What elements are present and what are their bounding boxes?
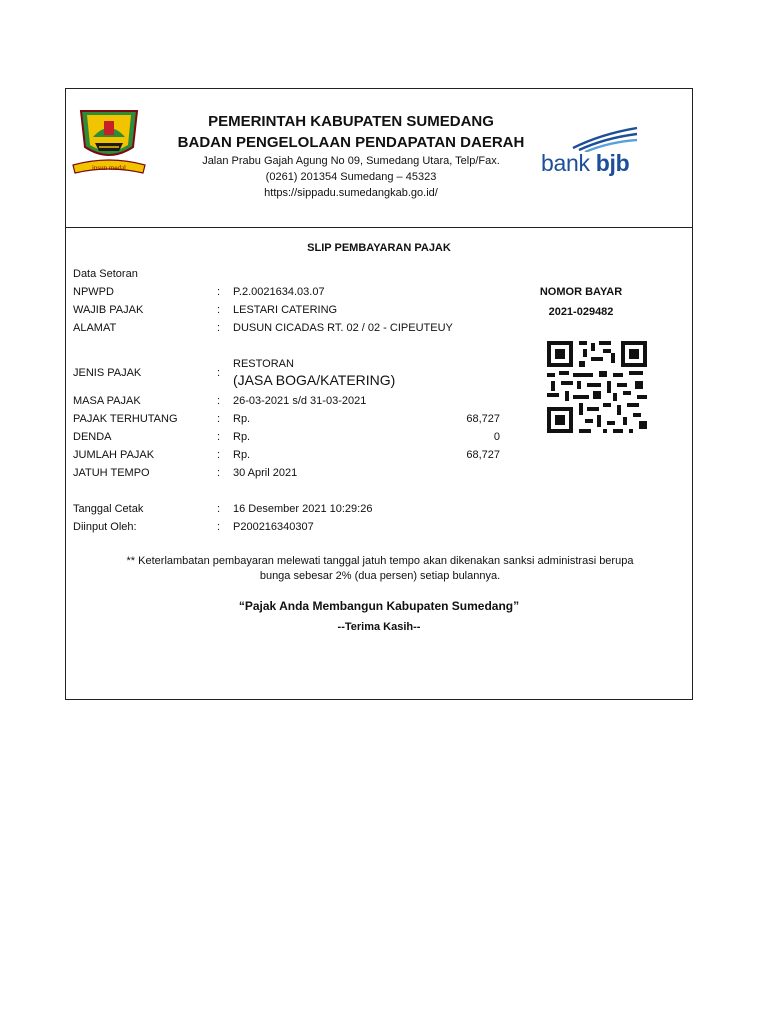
- agency-address-line-2: (0261) 201354 Sumedang – 45323: [265, 171, 437, 183]
- section-label: Data Setoran: [73, 268, 138, 280]
- wajib-pajak-value: LESTARI CATERING: [233, 304, 338, 316]
- pajak-terhutang-amount: 68,727: [466, 413, 500, 425]
- slip-header: [66, 89, 692, 228]
- colon: :: [217, 431, 221, 443]
- late-payment-note-line-1: ** Keterlambatan pembayaran melewati tanggal jatuh tempo akan dikenakan sanksi administrasi berupa: [126, 555, 634, 567]
- tanggal-cetak-value: 16 Desember 2021 10:29:26: [233, 503, 373, 515]
- currency-label: Rp.: [233, 431, 251, 443]
- government-name: PEMERINTAH KABUPATEN SUMEDANG: [208, 113, 494, 130]
- colon: :: [217, 503, 221, 515]
- npwpd-value: P.2.0021634.03.07: [233, 286, 325, 298]
- nomor-bayar-label: NOMOR BAYAR: [539, 286, 623, 298]
- agency-address-line-1: Jalan Prabu Gajah Agung No 09, Sumedang Utara, Telp/Fax.: [202, 155, 500, 167]
- currency-label: Rp.: [233, 413, 251, 425]
- thank-you-text: --Terima Kasih--: [337, 621, 421, 633]
- alamat-label: ALAMAT: [73, 322, 117, 334]
- denda-label: DENDA: [73, 431, 112, 443]
- colon: :: [217, 413, 221, 425]
- bjb-word: bjb: [595, 150, 630, 176]
- slogan: “Pajak Anda Membangun Kabupaten Sumedang”: [238, 599, 520, 613]
- jumlah-pajak-label: JUMLAH PAJAK: [73, 449, 155, 461]
- sumedang-regency-crest-icon: [71, 107, 147, 177]
- late-payment-note: [76, 554, 684, 584]
- pajak-terhutang-label: PAJAK TERHUTANG: [73, 413, 178, 425]
- header-text: [161, 111, 541, 201]
- colon: :: [217, 521, 221, 533]
- bank-bjb-wordmark: [541, 150, 629, 177]
- qr-code-icon: [547, 341, 647, 436]
- masa-pajak-label: MASA PAJAK: [73, 395, 141, 407]
- colon: :: [217, 449, 221, 461]
- tanggal-cetak-label: Tanggal Cetak: [73, 503, 144, 515]
- bank-bjb-logo: [541, 126, 651, 178]
- jenis-pajak-label: JENIS PAJAK: [73, 367, 142, 379]
- wajib-pajak-label: WAJIB PAJAK: [73, 304, 144, 316]
- colon: :: [217, 286, 221, 298]
- late-payment-note-line-2: bunga sebesar 2% (dua persen) setiap bulannya.: [259, 570, 501, 582]
- colon: :: [217, 367, 221, 379]
- colon: :: [217, 467, 221, 479]
- jatuh-tempo-label: JATUH TEMPO: [73, 467, 150, 479]
- tax-payment-slip: [65, 88, 693, 700]
- logo-motto: insun medal: [91, 164, 127, 172]
- jatuh-tempo-value: 30 April 2021: [233, 467, 298, 479]
- diinput-oleh-label: Diinput Oleh:: [73, 521, 137, 533]
- jenis-pajak-subvalue: (JASA BOGA/KATERING): [233, 372, 396, 388]
- agency-website: https://sippadu.sumedangkab.go.id/: [264, 187, 438, 199]
- currency-label: Rp.: [233, 449, 251, 461]
- bank-bjb-swoosh-icon: [571, 126, 641, 152]
- colon: :: [217, 304, 221, 316]
- diinput-oleh-value: P200216340307: [233, 521, 314, 533]
- alamat-value: DUSUN CICADAS RT. 02 / 02 - CIPEUTEUY: [233, 322, 453, 334]
- nomor-bayar-value: 2021-029482: [548, 306, 614, 318]
- denda-amount: 0: [493, 431, 500, 443]
- npwpd-label: NPWPD: [73, 286, 114, 298]
- agency-name: BADAN PENGELOLAAN PENDAPATAN DAERAH: [177, 134, 525, 151]
- bank-word: bank: [541, 150, 590, 176]
- slip-title: SLIP PEMBAYARAN PAJAK: [307, 242, 451, 254]
- jumlah-pajak-amount: 68,727: [466, 449, 500, 461]
- masa-pajak-value: 26-03-2021 s/d 31-03-2021: [233, 395, 367, 407]
- jenis-pajak-value: RESTORAN: [233, 358, 294, 370]
- colon: :: [217, 395, 221, 407]
- colon: :: [217, 322, 221, 334]
